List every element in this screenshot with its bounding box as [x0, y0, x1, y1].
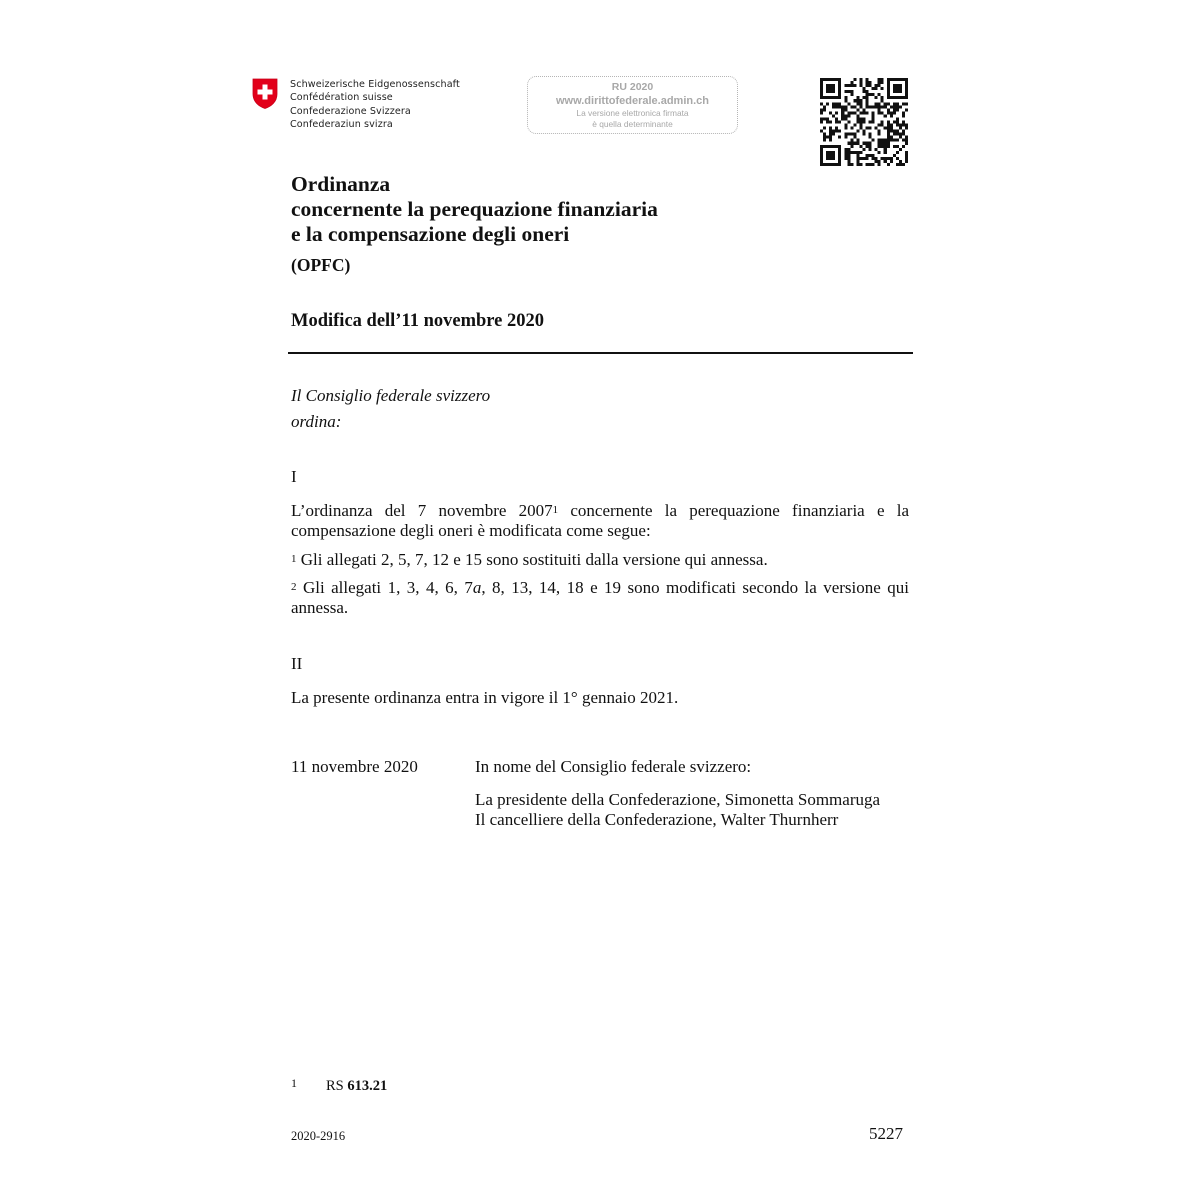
signatory-president: La presidente della Confederazione, Simonetta Sommaruga — [475, 790, 881, 809]
section-I-paragraph-2 — [291, 578, 909, 618]
confederation-names — [290, 78, 460, 131]
intro-text-end: concernente la perequazione finanziaria e la compensazione degli oneri è modificata come segue: — [291, 501, 909, 540]
intro-text-start: L’ordinanza del 7 novembre 2007 — [291, 501, 553, 520]
footnote-number: 1 — [291, 1076, 297, 1090]
document-id: 2020-2916 — [291, 1129, 346, 1143]
footnote-marker: 1 — [552, 504, 559, 516]
section-I-intro — [291, 501, 909, 541]
document-title — [291, 172, 658, 247]
section-II-text: La presente ordinanza entra in vigore il 1° gennaio 2021. — [291, 688, 679, 707]
swiss-cross-shield-icon — [252, 78, 278, 109]
footnote-reference: 613.21 — [347, 1078, 388, 1094]
paragraph-number: 1 — [291, 553, 297, 565]
section-I-paragraph-1 — [291, 550, 909, 570]
stamp-website: www.dirittofederale.admin.ch — [555, 95, 709, 107]
stamp-note-line1: La versione elettronica firmata — [576, 108, 689, 118]
paragraph-number: 2 — [291, 581, 297, 593]
paragraph-text: Gli allegati 2, 5, 7, 12 e 15 sono sostituiti dalla versione qui annessa. — [296, 550, 768, 569]
preamble — [291, 383, 490, 435]
confederation-name-fr: Confédération suisse — [290, 92, 393, 104]
footnote-prefix: RS — [326, 1078, 348, 1094]
title-line-2: concernente la perequazione finanziaria — [291, 197, 658, 221]
signature-on-behalf: In nome del Consiglio federale svizzero: — [475, 757, 752, 776]
qr-code-icon — [820, 78, 908, 166]
signatory-chancellor: Il cancelliere della Confederazione, Walter Thurnherr — [475, 810, 839, 829]
official-publication-stamp — [527, 76, 738, 134]
preamble-ordina: ordina: — [291, 412, 342, 431]
title-divider — [288, 352, 913, 354]
signature-date: 11 novembre 2020 — [291, 757, 418, 776]
signatories — [475, 790, 880, 830]
confederation-name-it: Confederazione Svizzera — [290, 105, 411, 117]
stamp-collection: RU 2020 — [611, 81, 654, 93]
preamble-authority: Il Consiglio federale svizzero — [291, 386, 491, 405]
title-line-1: Ordinanza — [291, 172, 391, 196]
title-line-3: e la compensazione degli oneri — [291, 222, 570, 246]
confederation-name-rm: Confederaziun svizra — [290, 118, 393, 130]
paragraph-text-end: , 8, 13, 14, 18 e 19 sono modificati secondo la versione qui annessa. — [291, 578, 909, 617]
section-heading-I: I — [291, 467, 297, 486]
paragraph-text-italic: a — [472, 578, 482, 597]
title-abbreviation: (OPFC) — [291, 255, 351, 275]
section-heading-II: II — [291, 654, 303, 673]
footnote-text — [326, 1078, 387, 1095]
paragraph-text-start: Gli allegati 1, 3, 4, 6, 7 — [296, 578, 473, 597]
confederation-name-de: Schweizerische Eidgenossenschaft — [290, 79, 460, 90]
stamp-note-line2: è quella determinante — [592, 118, 673, 129]
amendment-heading: Modifica dell’11 novembre 2020 — [291, 311, 544, 331]
page-number: 5227 — [869, 1124, 903, 1143]
